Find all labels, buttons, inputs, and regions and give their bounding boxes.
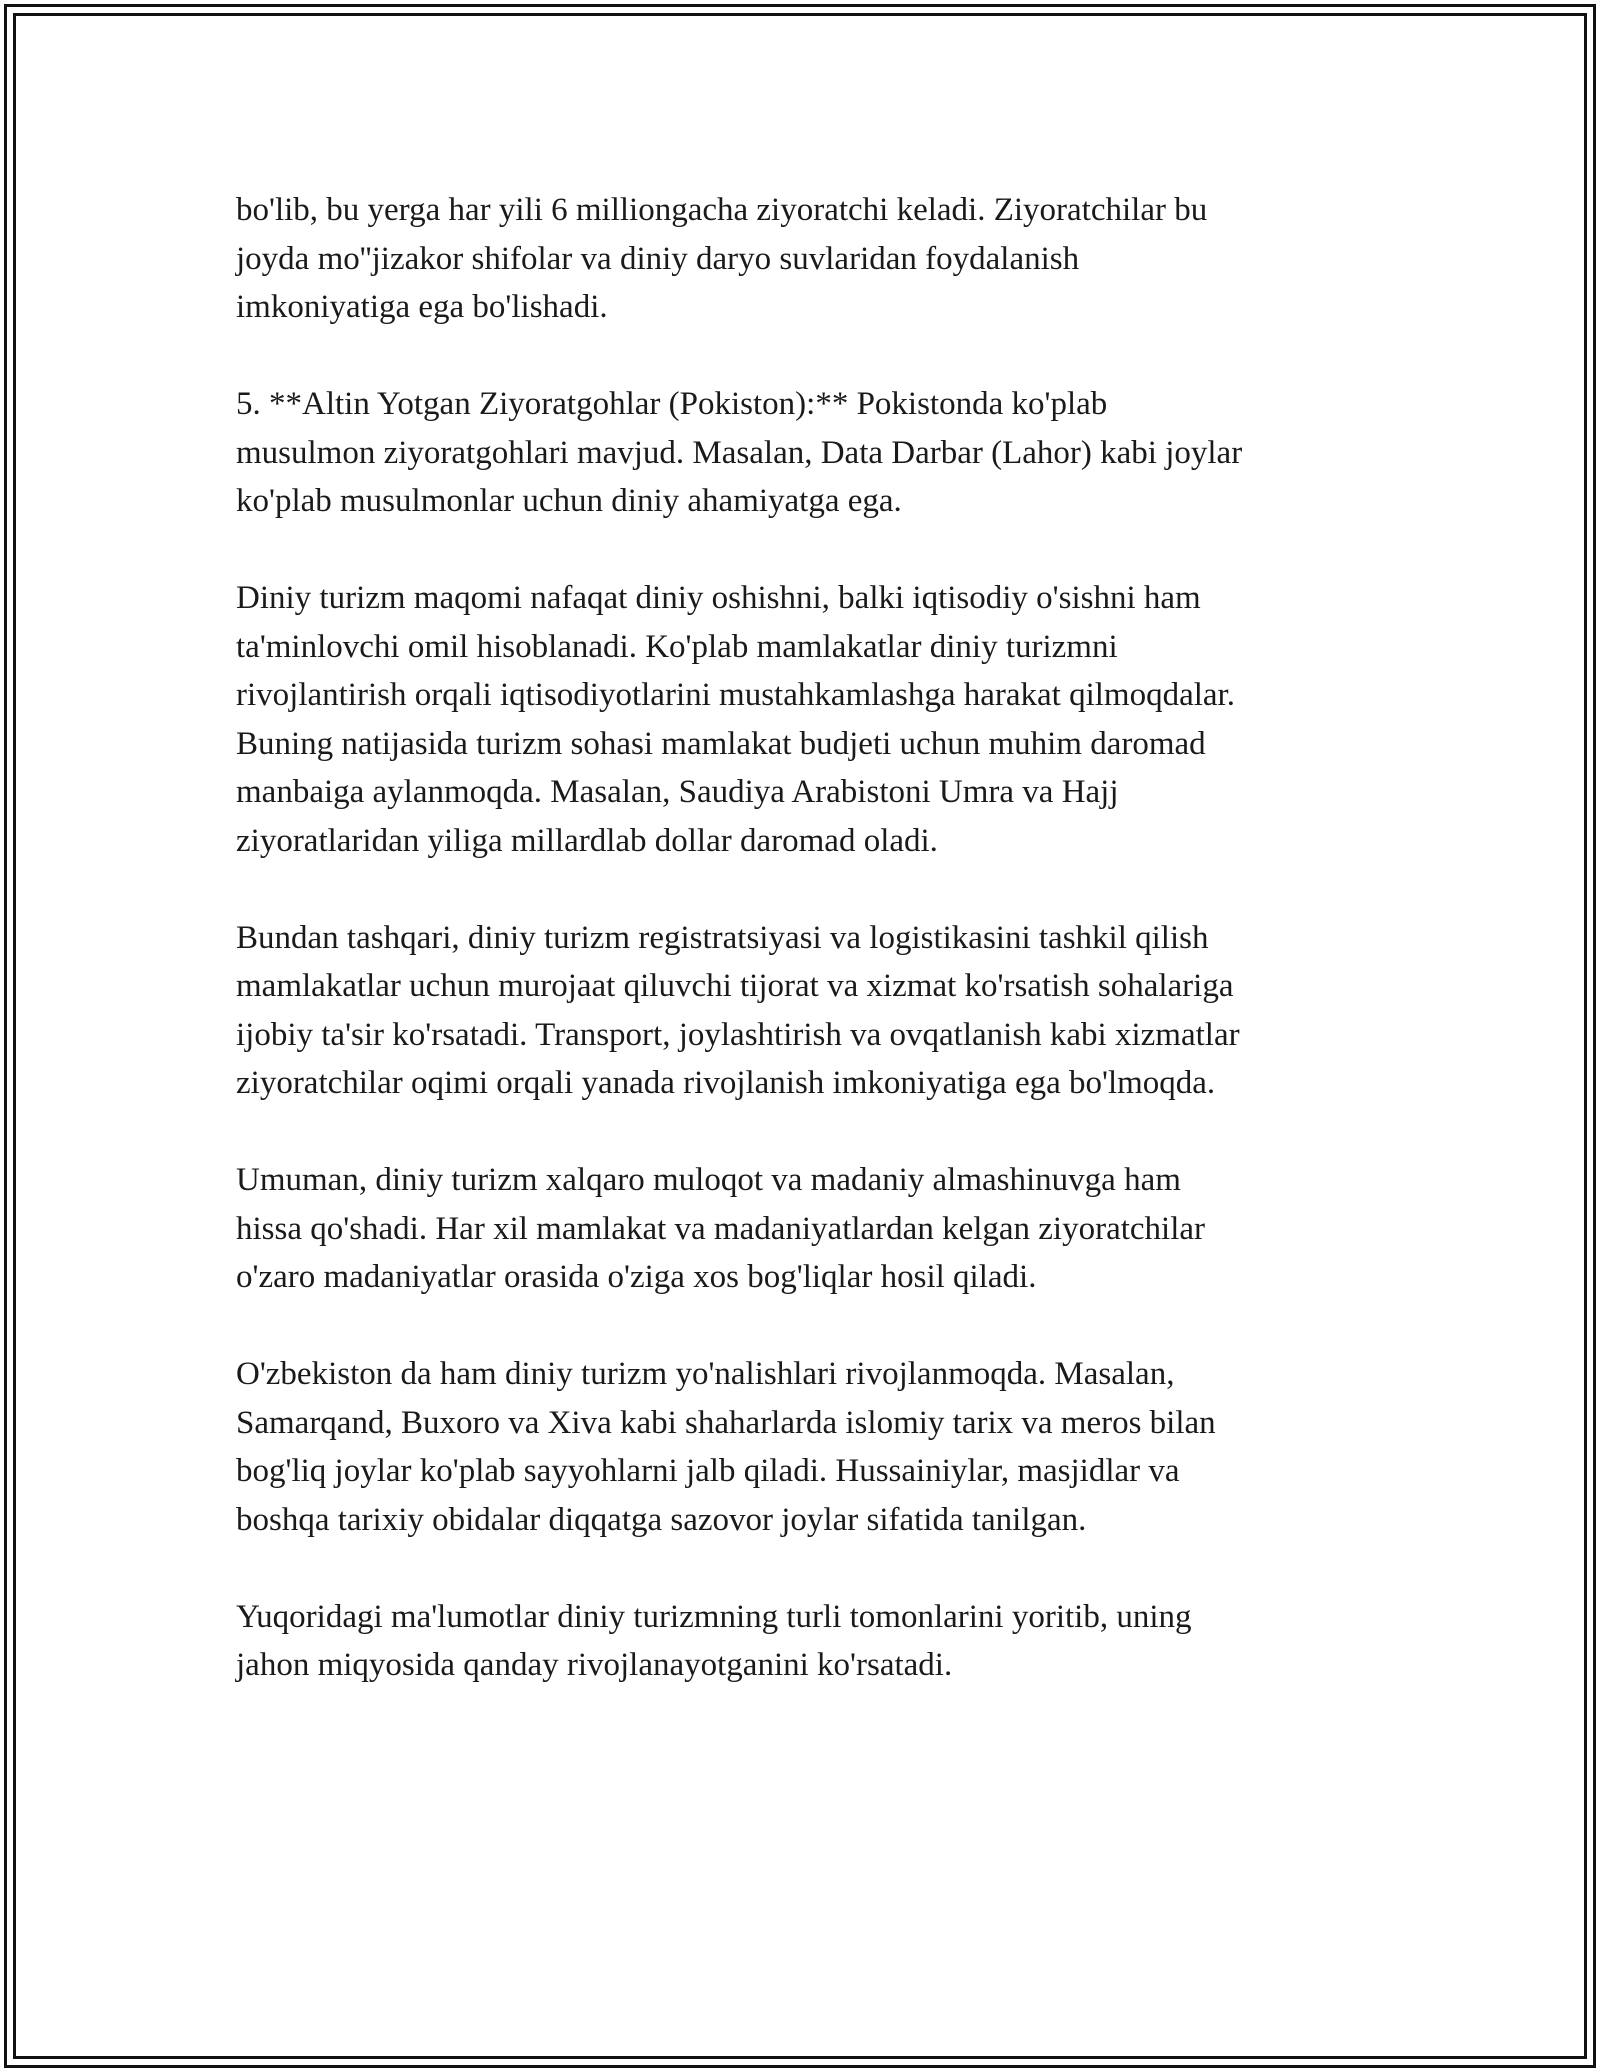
paragraph-6: O'zbekiston da ham diniy turizm yo'nalishlari rivojlanmoqda. Masalan, Samarqand, Buxoro va Xiva kabi shaharlarda islomiy tarix va meros bilan bog'liq joylar ko'plab sayyohlarni jalb qiladi. Hussainiylar, masjidlar va boshqa tarixiy obidalar diqqatga sazovor joylar sifatida tanilgan. [236, 1356, 1216, 1538]
paragraph-2: 5. **Altin Yotgan Ziyoratgohlar (Pokiston):** Pokistonda ko'plab musulmon ziyoratgohlari mavjud. Masalan, Data Darbar (Lahor) kabi joylar ko'plab musulmonlar uchun diniy ahamiyatga ega. [236, 386, 1243, 519]
paragraph-3: Diniy turizm maqomi nafaqat diniy oshishni, balki iqtisodiy o'sishni ham ta'minlovchi omil hisoblanadi. Ko'plab mamlakatlar diniy turizmni rivojlantirish orqali iqtisodiyotlarini mustahkamlashga harakat qilmoqdalar. Buning natijasida turizm sohasi mamlakat budjeti uchun muhim daromad manbaiga aylanmoqda. Masalan, Saudiya Arabistoni Umra va Hajj ziyoratlaridan yiliga millardlab dollar daromad oladi. [236, 580, 1235, 859]
paragraph-1: bo'lib, bu yerga har yili 6 milliongacha ziyoratchi keladi. Ziyoratchilar bu joyda mo''jizakor shifolar va diniy daryo suvlaridan foydalanish imkoniyatiga ega bo'lishadi. [236, 192, 1208, 325]
document-body [236, 186, 1376, 1738]
paragraph-7: Yuqoridagi ma'lumotlar diniy turizmning turli tomonlarini yoritib, uning jahon miqyosida qanday rivojlanayotganini ko'rsatadi. [236, 1598, 1192, 1683]
paragraph-4: Bundan tashqari, diniy turizm registratsiyasi va logistikasini tashkil qilish mamlakatlar uchun murojaat qiluvchi tijorat va xizmat ko'rsatish sohalariga ijobiy ta'sir ko'rsatadi. Transport, joylashtirish va ovqatlanish kabi xizmatlar ziyoratchilar oqimi orqali yanada rivojlanish imkoniyatiga ega bo'lmoqda. [236, 919, 1240, 1101]
paragraph-5: Umuman, diniy turizm xalqaro muloqot va madaniy almashinuvga ham hissa qo'shadi. Har xil mamlakat va madaniyatlardan kelgan ziyoratchilar o'zaro madaniyatlar orasida o'ziga xos bog'liqlar hosil qiladi. [236, 1162, 1206, 1295]
